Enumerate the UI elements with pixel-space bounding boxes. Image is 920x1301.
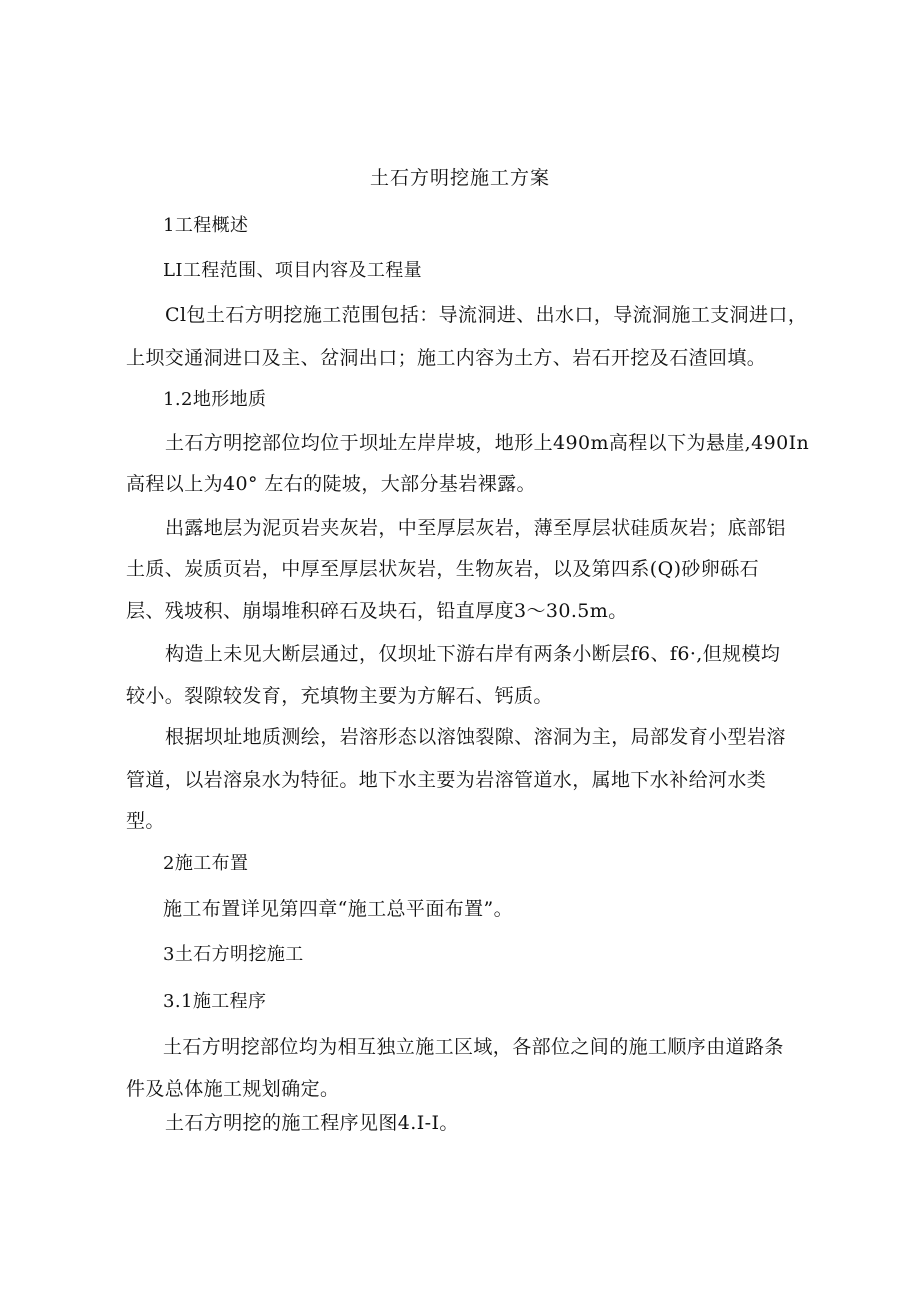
paragraph-procedure-line-2: 件及总体施工规划确定。 [126, 1078, 340, 1100]
section-heading-1: 1工程概述 [163, 215, 249, 236]
paragraph-strata-line-1: 出露地层为泥页岩夹灰岩，中至厚层灰岩，薄至厚层状硅质灰岩；底部铝 [165, 517, 786, 539]
paragraph-strata-line-3: 层、残坡积、崩塌堆积碎石及块石，铅直厚度3～30.5m。 [126, 600, 628, 622]
document-title: 土石方明挖施工方案 [369, 167, 550, 189]
section-heading-1-1: LI工程范围、项目内容及工程量 [163, 260, 423, 281]
paragraph-terrain-line-2: 高程以上为40° 左右的陡坡，大部分基岩裸露。 [126, 473, 536, 495]
paragraph-figure-reference: 土石方明挖的施工程序见图4.I-I。 [165, 1112, 459, 1134]
section-heading-2: 2施工布置 [163, 853, 249, 874]
paragraph-karst-line-2: 管道，以岩溶泉水为特征。地下水主要为岩溶管道水，属地下水补给河水类 [126, 769, 767, 791]
section-heading-3-1: 3.1施工程序 [163, 991, 267, 1012]
paragraph-strata-line-2: 土质、炭质页岩，中厚至厚层状灰岩，生物灰岩，以及第四系(Q)砂卵砾石 [126, 558, 760, 580]
paragraph-karst-line-1: 根据坝址地质测绘，岩溶形态以溶蚀裂隙、溶洞为主，局部发育小型岩溶 [165, 726, 786, 748]
paragraph-layout: 施工布置详见第四章“施工总平面布置”。 [163, 898, 514, 920]
paragraph-structure-line-1: 构造上未见大断层通过，仅坝址下游右岸有两条小断层f6、f6·,但规模均 [165, 643, 781, 665]
paragraph-procedure-line-1: 土石方明挖部位均为相互独立施工区域，各部位之间的施工顺序由道路条 [163, 1036, 784, 1058]
section-heading-1-2: 1.2地形地质 [163, 389, 267, 410]
paragraph-karst-line-3: 型。 [126, 810, 165, 832]
section-heading-3: 3土石方明挖施工 [163, 944, 304, 965]
paragraph-scope-line-1: Cl包土石方明挖施工范围包括：导流洞进、出水口，导流洞施工支洞进口， [165, 304, 808, 326]
paragraph-structure-line-2: 较小。裂隙较发育，充填物主要为方解石、钙质。 [126, 685, 553, 707]
paragraph-scope-line-2: 上坝交通洞进口及主、岔洞出口；施工内容为土方、岩石开挖及石渣回填。 [126, 347, 767, 369]
paragraph-terrain-line-1: 土石方明挖部位均位于坝址左岸岸坡，地形上490m高程以下为悬崖,490In [165, 432, 810, 454]
